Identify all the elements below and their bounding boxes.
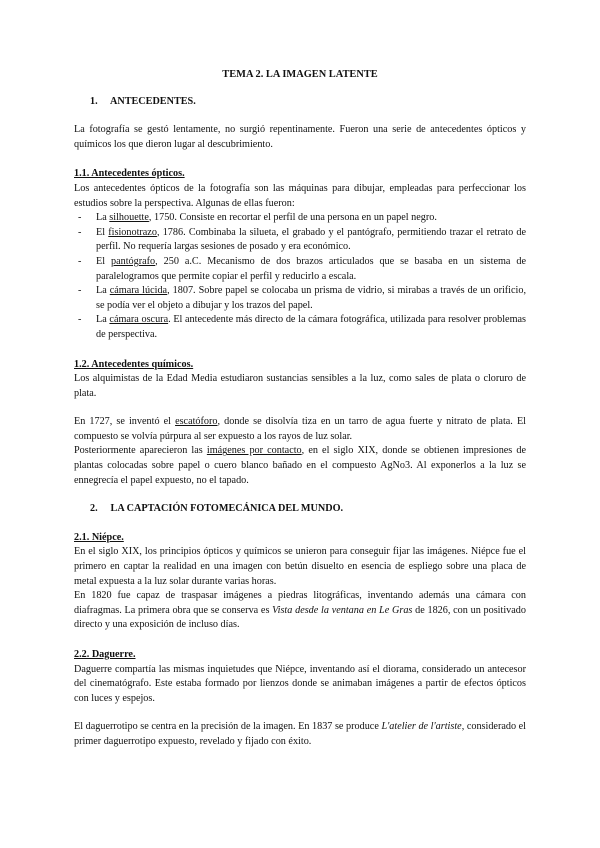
list-item-term: fisionotrazo [108,226,157,238]
drawing-machines-list [74,211,526,342]
list-item-text: El [96,226,109,238]
list-item-text: La [96,285,110,297]
subsection-2-2-paragraph-1: Daguerre compartía las mismas inquietudes que Niépce, inventando así el diorama, considerado un antecesor del cinematógrafo. Este estaba formado por lienzos donde se animaban imágenes a partir de efectos ópticos con luces y espejos. [74,663,526,704]
subsection-1-2-paragraph-2 [74,415,526,444]
paragraph-text: , considerado el primer daguerrotipo expuesto, revelado y fijado con éxito. [74,721,526,747]
list-item [74,226,526,255]
list-item [74,284,526,313]
subsection-1-1-intro: Los antecedentes ópticos de la fotografía son las máquinas para dibujar, empleadas para perfeccionar los estudios sobre la perspectiva. Algunas de ellas fueron: [74,182,526,209]
list-item-text: El [96,255,111,267]
subsection-2-1-paragraph-1: En el siglo XIX, los principios ópticos y químicos se unieron para conseguir fijar las imágenes. Niépce fue el primero en captar la realidad en una imagen con betún disuelto en esencia de espliego sobre una placa de metal expuesta a la luz solar durante varias horas. [74,546,526,587]
subsection-1-2-paragraph-3 [74,444,526,488]
subsection-1-1-heading: 1.1. Antecedentes ópticos. [74,168,185,180]
section-1-number: 1. [90,95,98,107]
subsection-2-1-paragraph-2 [74,589,526,633]
list-item [74,255,526,284]
section-2-heading [74,502,526,517]
list-item-term: cámara lúcida [109,285,168,297]
list-item-text: La [96,314,110,326]
paragraph-text: de 1826, con un positivado directo y una exposición de incluso días. [74,604,526,631]
list-item-text: , 1807. Sobre papel se colocaba un prisma de vidrio, si mirabas a través de un orificio, se podía ver el objeto a dibujar y los trazos del papel. [96,285,527,311]
artwork-title: L'atelier de l'artiste [381,721,462,733]
list-bullet: - [78,226,82,238]
section-2-number: 2. [90,503,98,515]
list-item-text: La [96,212,110,224]
paragraph-text: Posteriormente aparecieron las [74,445,207,457]
list-item-term: pantógrafo [111,255,156,267]
list-item [74,313,526,342]
paragraph-text: En 1820 fue capaz de traspasar imágenes a piedras litográficas, inventando además una cámara con diafragmas. La primera obra que se conserva es [74,590,526,616]
list-bullet: - [78,314,82,326]
section-1-intro: La fotografía se gestó lentamente, no surgió repentinamente. Fueron una serie de antecedentes ópticos y químicos los que dieron lugar al descubrimiento. [74,124,526,150]
list-item-text: , 250 a.C. Mecanismo de dos brazos articulados que se basaba en un sistema de paralelogramos que permite copiar el perfil y reducirlo a escala. [96,255,526,282]
subsection-1-2-heading: 1.2. Antecedentes químicos. [74,358,194,370]
section-1-title: ANTECEDENTES. [109,95,196,107]
subsection-2-1-heading: 2.1. Niépce. [74,531,124,543]
list-item-text: . El antecedente más directo de la cámara fotográfica, utilizada para resolver problemas de perspectiva. [96,314,526,340]
document-title: TEMA 2. LA IMAGEN LATENTE [222,69,378,80]
list-bullet: - [78,255,82,267]
list-item-term: cámara oscura [109,314,169,326]
paragraph-text: En 1727, se inventó el [74,416,176,428]
artwork-title: Vista desde la ventana en Le Gras [272,604,413,616]
list-bullet: - [78,285,82,297]
list-item [74,211,526,226]
section-2-title: LA CAPTACIÓN FOTOMECÁNICA DEL MUNDO. [110,503,344,515]
subsection-2-2-heading: 2.2. Daguerre. [74,649,136,660]
subsection-2-2-paragraph-2 [74,720,526,749]
list-bullet: - [78,212,82,224]
section-1-heading [74,95,526,110]
paragraph-text: , en el siglo XIX, donde se obtienen impresiones de plantas colocadas sobre papel o cuero blanco bañado en el compuesto AgNo3. Al exponerlos a la luz se ennegrecía el papel expuesto, no el tapado. [74,445,527,486]
list-item-term: silhouette [109,212,149,224]
paragraph-text: , donde se disolvía tiza en un tarro de agua fuerte y nitrato de plata. El compuesto se volvía púrpura al ser expuesto a los rayos de luz solar. [74,416,526,442]
paragraph-text: El daguerrotipo se centra en la precisión de la imagen. En 1837 se produce [74,721,382,733]
document-page [74,68,526,750]
list-item-text: , 1786. Combinaba la silueta, el grabado y el pantógrafo, permitiendo trazar el retrato de perfil. No requería largas sesiones de posado y era económico. [96,226,526,253]
paragraph-term: escatóforo [175,416,218,428]
paragraph-term: imágenes por contacto [206,445,302,457]
subsection-1-2-paragraph-1: Los alquimistas de la Edad Media estudiaron sustancias sensibles a la luz, como sales de plata o cloruro de plata. [74,373,526,399]
list-item-text: , 1750. Consiste en recortar el perfil de una persona en un papel negro. [148,212,437,224]
